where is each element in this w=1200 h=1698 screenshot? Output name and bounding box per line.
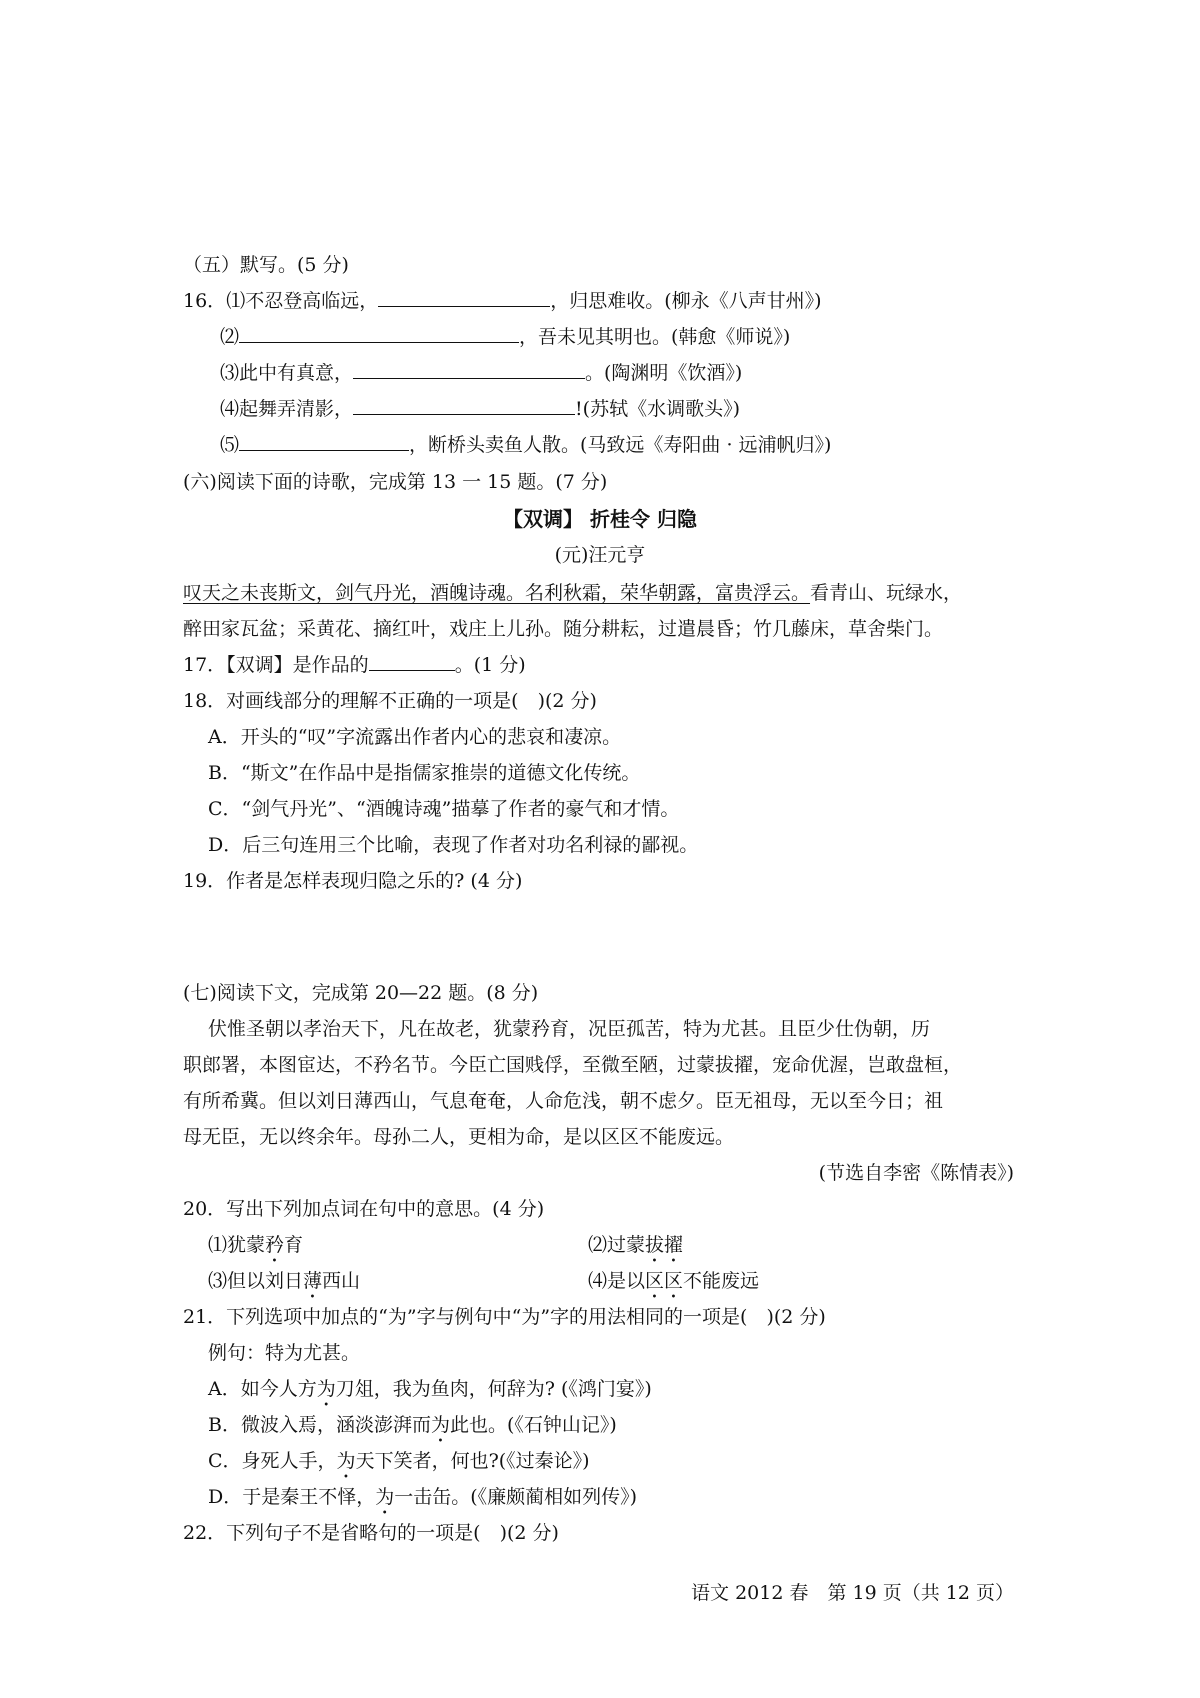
q18-option-b: B．“斯文”在作品中是指儒家推崇的道德文化传统。 bbox=[208, 762, 641, 784]
page-footer: 语文 2012 春 第 19 页（共 12 页） bbox=[691, 1582, 1014, 1604]
dotted-word: 拔擢 bbox=[645, 1234, 684, 1256]
section-6-heading: (六)阅读下面的诗歌，完成第 13 一 15 题。(7 分) bbox=[183, 471, 608, 493]
poem-title: 【双调】 折桂令 归隐 bbox=[503, 507, 697, 531]
passage-line-3: 有所希冀。但以刘日薄西山，气息奄奄，人命危浅，朝不虑夕。臣无祖母，无以至今日；祖 bbox=[183, 1090, 944, 1112]
q16-line-4: ⑷起舞弄清影， !(苏轼《水调歌头》) bbox=[220, 398, 740, 420]
poem-line-1: 叹天之未丧斯文，剑气丹光，酒魄诗魂。名利秋霜，荣华朝露，富贵浮云。看青山、玩绿水， bbox=[183, 582, 963, 604]
q21-example: 例句：特为尤甚。 bbox=[208, 1342, 361, 1364]
section-5-heading: （五）默写。(5 分) bbox=[183, 254, 349, 276]
q18-option-d: D．后三句连用三个比喻，表现了作者对功名利禄的鄙视。 bbox=[208, 834, 699, 856]
q21-option-d: D．于是秦王不怿，为一击缶。(《廉颇蔺相如列传》) bbox=[208, 1486, 638, 1508]
dotted-word: 区区 bbox=[645, 1270, 684, 1292]
dotted-word: 薄 bbox=[303, 1270, 323, 1292]
passage-source: (节选自李密《陈情表》) bbox=[818, 1162, 1014, 1184]
q16-line-5: ⑸ ，断桥头卖鱼人散。(马致远《寿阳曲 · 远浦帆归》) bbox=[220, 434, 832, 456]
dotted-word: 为 bbox=[316, 1378, 336, 1400]
dotted-word: 为 bbox=[375, 1486, 395, 1508]
q20: 20．写出下列加点词在句中的意思。(4 分) bbox=[183, 1198, 545, 1220]
poem-author: (元)汪元亨 bbox=[554, 544, 646, 566]
q18: 18．对画线部分的理解不正确的一项是( )(2 分) bbox=[183, 690, 597, 712]
answer-blank[interactable] bbox=[378, 288, 550, 307]
underlined-poem-text: 叹天之未丧斯文，剑气丹光，酒魄诗魂。名利秋霜，荣华朝露，富贵浮云。 bbox=[183, 582, 811, 604]
dotted-word: 矜 bbox=[265, 1234, 285, 1256]
answer-blank[interactable] bbox=[239, 432, 409, 451]
answer-blank[interactable] bbox=[239, 324, 519, 343]
q20-item-2: ⑵过蒙拔擢 bbox=[588, 1234, 684, 1256]
q18-option-a: A．开头的“叹”字流露出作者内心的悲哀和凄凉。 bbox=[208, 726, 622, 748]
q21-option-a: A．如今人方为刀俎，我为鱼肉，何辞为? (《鸿门宴》) bbox=[208, 1378, 652, 1400]
answer-blank[interactable] bbox=[353, 360, 585, 379]
q21-option-b: B．微波入焉，涵淡澎湃而为此也。(《石钟山记》) bbox=[208, 1414, 617, 1436]
q21-option-c: C．身死人手，为天下笑者，何也?(《过秦论》) bbox=[208, 1450, 590, 1472]
passage-line-2: 职郎署，本图宦达，不矜名节。今臣亡国贱俘，至微至陋，过蒙拔擢，宠命优渥，岂敢盘桓， bbox=[183, 1054, 963, 1076]
q22: 22．下列句子不是省略句的一项是( )(2 分) bbox=[183, 1522, 559, 1544]
q16-line-3: ⑶此中有真意， 。(陶渊明《饮酒》) bbox=[220, 362, 743, 384]
answer-blank[interactable] bbox=[353, 396, 575, 415]
dotted-word: 为 bbox=[430, 1414, 450, 1436]
dotted-word: 为 bbox=[336, 1450, 356, 1472]
q17: 17．【双调】是作品的 。(1 分) bbox=[183, 654, 526, 676]
q18-option-c: C．“剑气丹光”、“酒魄诗魂”描摹了作者的豪气和才情。 bbox=[208, 798, 680, 820]
q16-line-1: 16．⑴不忍登高临远， ，归思难收。(柳永《八声甘州》) bbox=[183, 290, 822, 312]
passage-line-1: 伏惟圣朝以孝治天下，凡在故老，犹蒙矜育，况臣孤苦，特为尤甚。且臣少仕伪朝，历 bbox=[208, 1018, 931, 1040]
q20-item-1: ⑴犹蒙矜育 bbox=[208, 1234, 304, 1256]
passage-line-4: 母无臣，无以终余年。母孙二人，更相为命，是以区区不能废远。 bbox=[183, 1126, 735, 1148]
q19: 19．作者是怎样表现归隐之乐的? (4 分) bbox=[183, 870, 523, 892]
section-7-heading: (七)阅读下文，完成第 20—22 题。(8 分) bbox=[183, 982, 539, 1004]
q16-line-2: ⑵ ，吾未见其明也。(韩愈《师说》) bbox=[220, 326, 791, 348]
q20-item-4: ⑷是以区区不能废远 bbox=[588, 1270, 760, 1292]
poem-line-2: 醉田家瓦盆；采黄花、摘红叶，戏庄上儿孙。随分耕耘，过遣晨昏；竹几藤床，草舍柴门。 bbox=[183, 618, 944, 640]
q16-number: 16． bbox=[183, 290, 227, 312]
answer-blank[interactable] bbox=[369, 652, 455, 671]
q20-item-3: ⑶但以刘日薄西山 bbox=[208, 1270, 361, 1292]
q21: 21．下列选项中加点的“为”字与例句中“为”字的用法相同的一项是( )(2 分) bbox=[183, 1306, 826, 1328]
